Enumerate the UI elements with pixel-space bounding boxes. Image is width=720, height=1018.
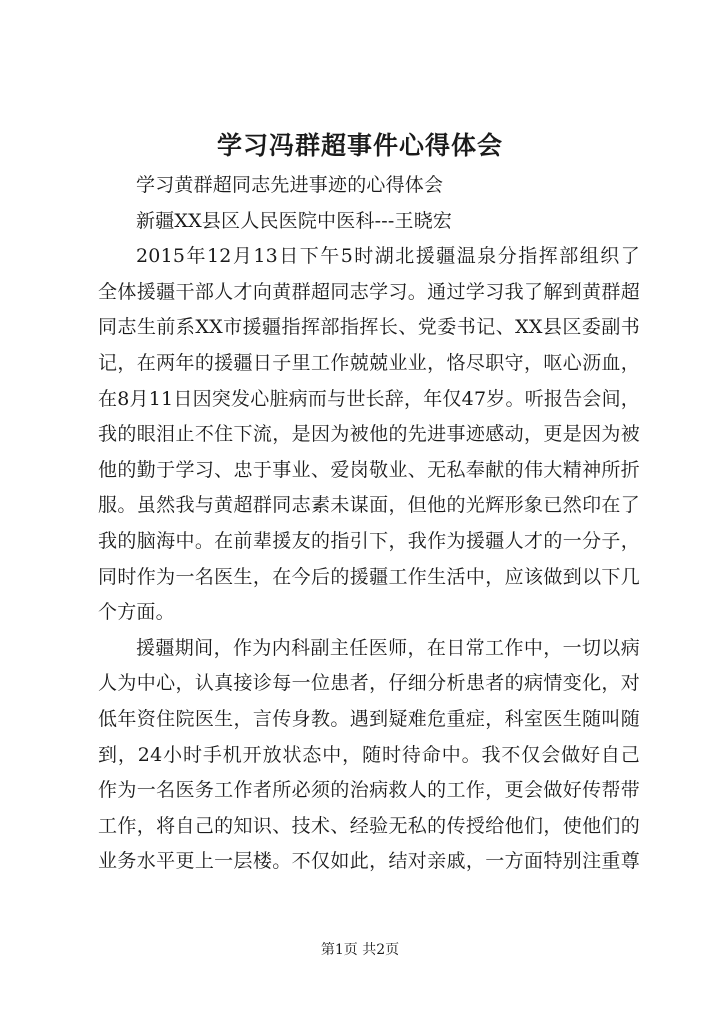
author-line: 新疆XX县区人民医院中医科---王晓宏 [136,209,453,232]
paragraph-line: 2015年12月13日下午5时湖北援疆温泉分指挥部组织了 [136,245,640,268]
paragraph-line: 到，24小时手机开放状态中，随时待命中。我不仅会做好自己 [98,743,640,766]
paragraph-line: 他的勤于学习、忠于事业、爱岗敬业、无私奉献的伟大精神所折 [98,458,640,481]
paragraph-line: 个方面。 [98,601,175,624]
paragraph-line: 援疆期间，作为内科副主任医师，在日常工作中，一切以病 [136,636,640,659]
paragraph-line: 人为中心，认真接诊每一位患者，仔细分析患者的病情变化，对 [98,672,640,695]
document-body [98,168,640,880]
paragraph-line: 在8月11日因突发心脏病而与世长辞，年仅47岁。听报告会间， [98,387,640,410]
paragraph-line: 业务水平更上一层楼。不仅如此，结对亲戚，一方面特别注重尊 [98,850,640,873]
paragraph-line: 服。虽然我与黄超群同志素未谋面，但他的光辉形象已然印在了 [98,494,640,517]
paragraph-line: 全体援疆干部人才向黄群超同志学习。通过学习我了解到黄群超 [98,280,640,303]
paragraph-line: 我的眼泪止不住下流，是因为被他的先进事迹感动，更是因为被 [98,423,640,446]
paragraph-line: 工作，将自己的知识、技术、经验无私的传授给他们，使他们的 [98,814,640,837]
paragraph-line: 低年资住院医生，言传身教。遇到疑难危重症，科室医生随叫随 [98,707,640,730]
subtitle-line: 学习黄群超同志先进事迹的心得体会 [136,174,444,196]
page-footer: 第1页 共2页 [320,942,400,958]
paragraph-line: 我的脑海中。在前辈援友的指引下，我作为援疆人才的一分子， [98,529,640,552]
paragraph-line: 作为一名医务工作者所必须的治病救人的工作，更会做好传帮带 [98,779,640,802]
paragraph-line: 同志生前系XX市援疆指挥部指挥长、党委书记、XX县区委副书 [98,316,640,339]
document-title: 学习冯群超事件心得体会 [216,131,503,160]
paragraph-line: 同时作为一名医生，在今后的援疆工作生活中，应该做到以下几 [98,565,640,588]
paragraph-line: 记，在两年的援疆日子里工作兢兢业业，恪尽职守，呕心沥血， [98,351,640,374]
